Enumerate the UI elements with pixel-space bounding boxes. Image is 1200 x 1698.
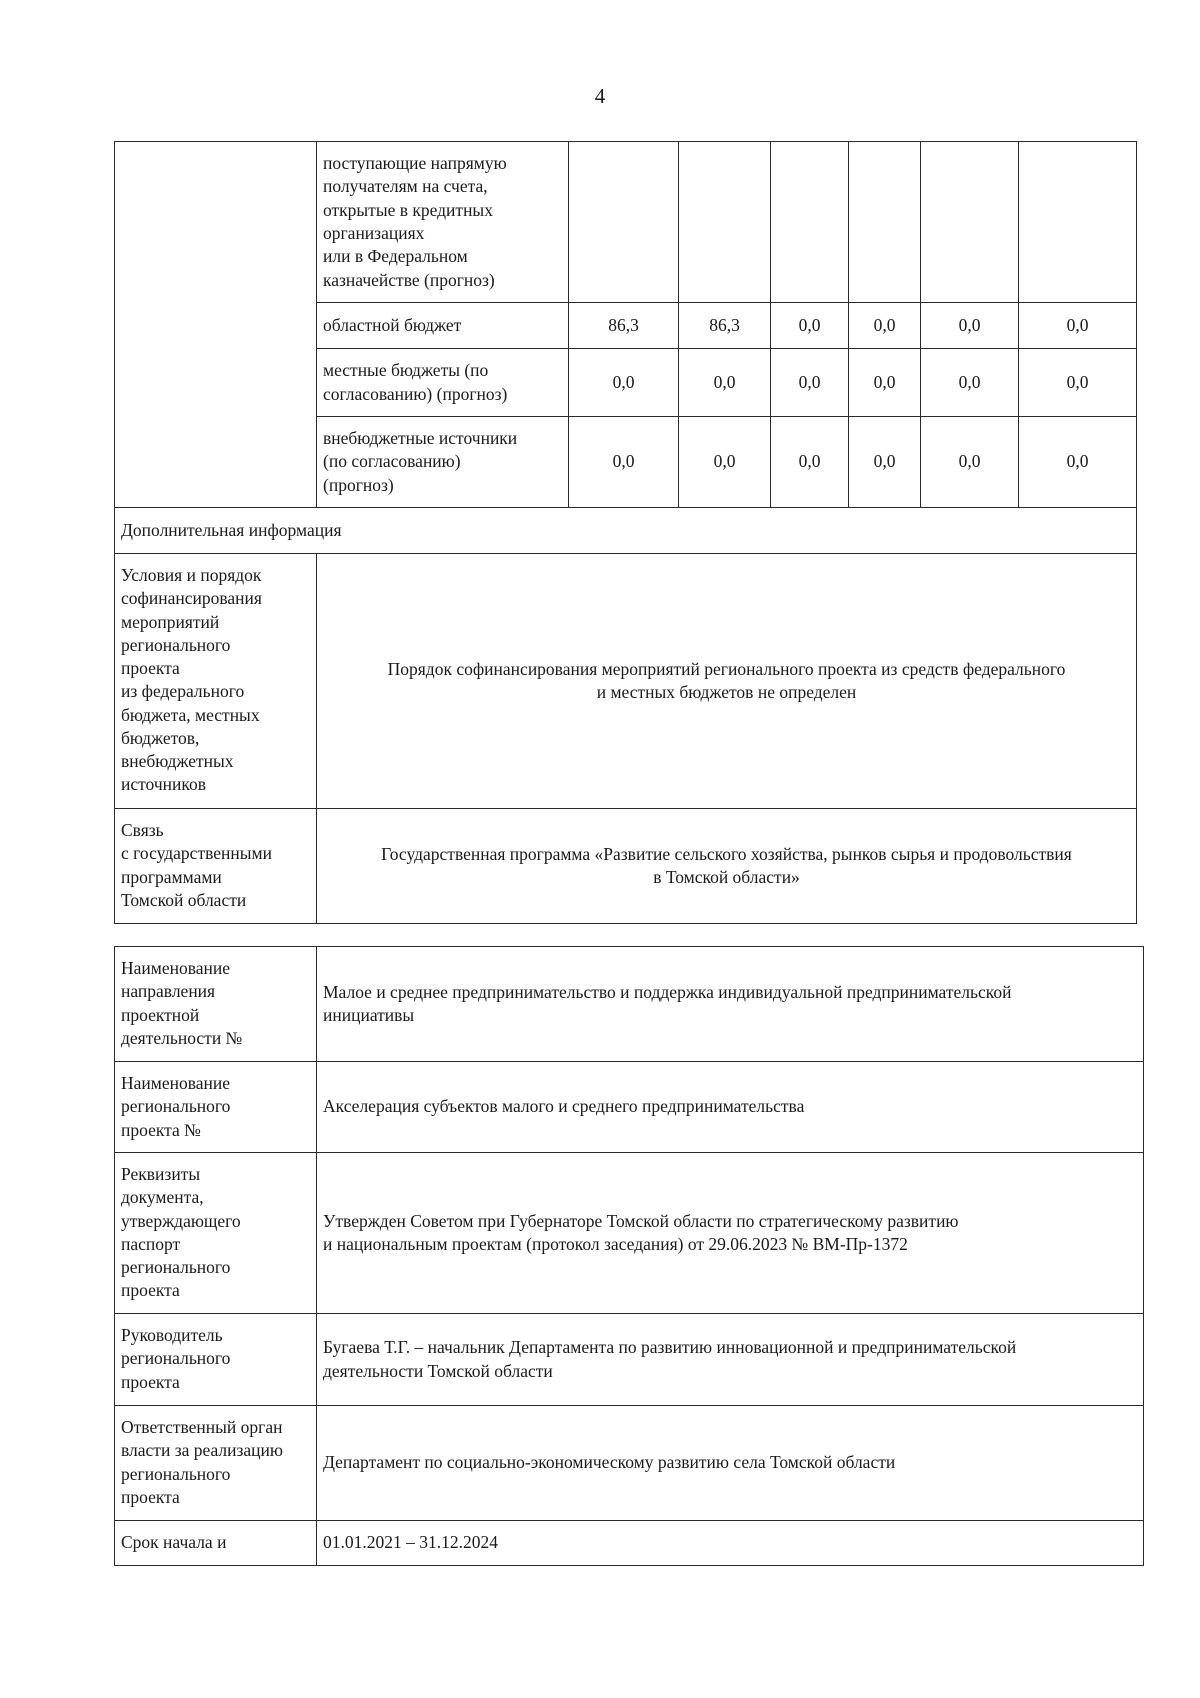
page-number: 4 xyxy=(594,84,606,108)
funding-value: 0,0 xyxy=(679,417,771,508)
passport-label: Ответственный орган власти за реализацию регионального проекта xyxy=(115,1406,317,1521)
funding-value xyxy=(771,142,849,303)
funding-source: местные бюджеты (по согласованию) (прогноз) xyxy=(317,349,569,417)
funding-value: 0,0 xyxy=(921,303,1019,349)
additional-info-heading: Дополнительная информация xyxy=(115,508,1137,554)
funding-row xyxy=(115,142,1137,303)
passport-row xyxy=(115,1062,1144,1153)
funding-value xyxy=(849,142,921,303)
passport-table xyxy=(114,946,1144,1566)
funding-value: 0,0 xyxy=(1019,349,1137,417)
passport-value: Департамент по социально-экономическому развитию села Томской области xyxy=(317,1406,1144,1521)
passport-label: Наименование направления проектной деятельности № xyxy=(115,947,317,1062)
cofinancing-value: Порядок софинансирования мероприятий регионального проекта из средств федерального и местных бюджетов не определен xyxy=(317,554,1137,809)
funding-table xyxy=(114,141,1137,924)
funding-value: 0,0 xyxy=(921,417,1019,508)
funding-value: 0,0 xyxy=(679,349,771,417)
funding-value xyxy=(921,142,1019,303)
funding-value: 0,0 xyxy=(921,349,1019,417)
funding-value: 0,0 xyxy=(569,417,679,508)
passport-label: Наименование регионального проекта № xyxy=(115,1062,317,1153)
passport-label: Реквизиты документа, утверждающего паспорт регионального проекта xyxy=(115,1153,317,1314)
funding-value: 0,0 xyxy=(849,417,921,508)
funding-value: 0,0 xyxy=(849,303,921,349)
funding-value xyxy=(679,142,771,303)
funding-value xyxy=(569,142,679,303)
funding-value: 0,0 xyxy=(771,417,849,508)
funding-value xyxy=(1019,142,1137,303)
programs-value: Государственная программа «Развитие сельского хозяйства, рынков сырья и продовольствия в Томской области» xyxy=(317,809,1137,924)
programs-label: Связь с государственными программами Томской области xyxy=(115,809,317,924)
programs-row xyxy=(115,809,1137,924)
additional-info-row xyxy=(115,508,1137,554)
passport-value: Утвержден Советом при Губернаторе Томской области по стратегическому развитию и национальным проектам (протокол заседания) от 29.06.2023 № ВМ-Пр-1372 xyxy=(317,1153,1144,1314)
funding-value: 0,0 xyxy=(771,349,849,417)
passport-value: Акселерация субъектов малого и среднего предпринимательства xyxy=(317,1062,1144,1153)
passport-label: Руководитель регионального проекта xyxy=(115,1314,317,1406)
funding-value: 0,0 xyxy=(1019,303,1137,349)
passport-row xyxy=(115,1406,1144,1521)
passport-label: Срок начала и xyxy=(115,1521,317,1566)
funding-value: 86,3 xyxy=(569,303,679,349)
empty-cell xyxy=(115,142,317,508)
funding-value: 0,0 xyxy=(849,349,921,417)
cofinancing-label: Условия и порядок софинансирования мероприятий регионального проекта из федерального бюджета, местных бюджетов, внебюджетных источников xyxy=(115,554,317,809)
cofinancing-row xyxy=(115,554,1137,809)
funding-source: областной бюджет xyxy=(317,303,569,349)
funding-value: 0,0 xyxy=(569,349,679,417)
passport-row xyxy=(115,1521,1144,1566)
funding-source: внебюджетные источники (по согласованию) (прогноз) xyxy=(317,417,569,508)
passport-row xyxy=(115,1153,1144,1314)
funding-value: 86,3 xyxy=(679,303,771,349)
funding-value: 0,0 xyxy=(1019,417,1137,508)
passport-value: Малое и среднее предпринимательство и поддержка индивидуальной предпринимательской инициативы xyxy=(317,947,1144,1062)
funding-value: 0,0 xyxy=(771,303,849,349)
passport-row xyxy=(115,947,1144,1062)
passport-value: Бугаева Т.Г. – начальник Департамента по развитию инновационной и предпринимательской деятельности Томской области xyxy=(317,1314,1144,1406)
funding-source: поступающие напрямую получателям на счета, открытые в кредитных организациях или в Федеральном казначействе (прогноз) xyxy=(317,142,569,303)
passport-row xyxy=(115,1314,1144,1406)
passport-value: 01.01.2021 – 31.12.2024 xyxy=(317,1521,1144,1566)
